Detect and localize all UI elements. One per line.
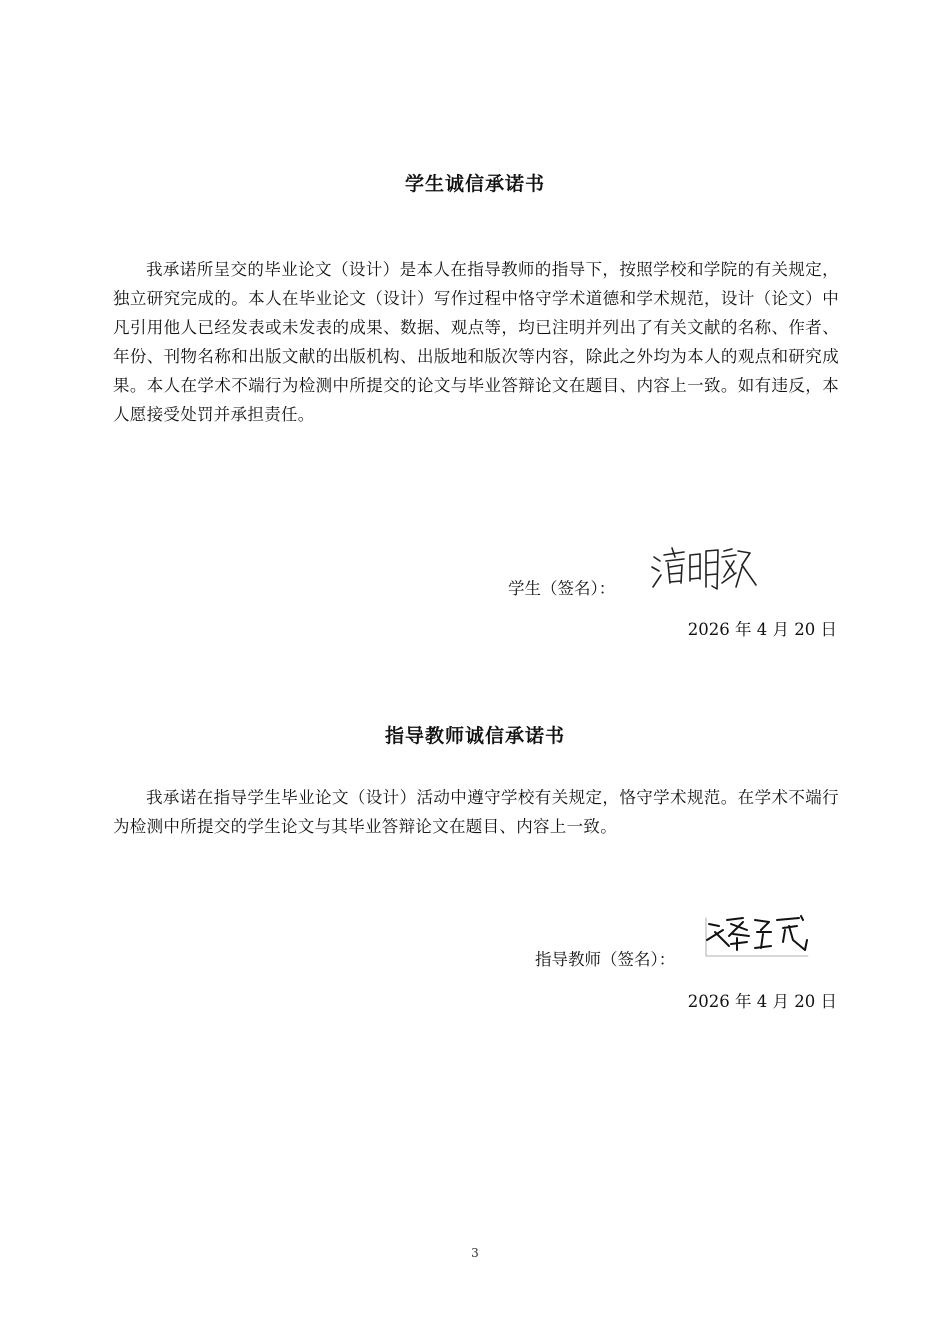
advisor-sign-date: 2026 年 4 月 20 日	[687, 992, 837, 1011]
student-signature-label: 学生（签名）：	[508, 579, 616, 598]
advisor-signature-label: 指导教师（签名）：	[535, 950, 676, 969]
student-handwritten-signature	[650, 543, 760, 595]
student-pledge-body: 我承诺所呈交的毕业论文（设计）是本人在指导教师的指导下，按照学校和学院的有关规定，独立研究完成的。本人在毕业论文（设计）写作过程中恪守学术道德和学术规范，设计（论文）中凡引用他人已经发表或未发表的成果、数据、观点等，均已注明并列出了有关文献的名称、作者、年份、刊物名称和出版文献的出版机构、出版地和版次等内容，除此之外均为本人的观点和研究成果。本人在学术不端行为检测中所提交的论文与毕业答辩论文在题目、内容上一致。如有违反，本人愿接受处罚并承担责任。	[113, 260, 839, 424]
page-number: 3	[471, 1246, 479, 1260]
advisor-pledge-title: 指导教师诚信承诺书	[384, 725, 565, 747]
advisor-handwritten-signature	[703, 910, 811, 958]
advisor-pledge-body: 我承诺在指导学生毕业论文（设计）活动中遵守学校有关规定，恪守学术规范。在学术不端行为检测中所提交的学生论文与其毕业答辩论文在题目、内容上一致。	[113, 788, 839, 836]
student-sign-date: 2026 年 4 月 20 日	[687, 620, 837, 639]
student-pledge-title: 学生诚信承诺书	[404, 173, 545, 195]
